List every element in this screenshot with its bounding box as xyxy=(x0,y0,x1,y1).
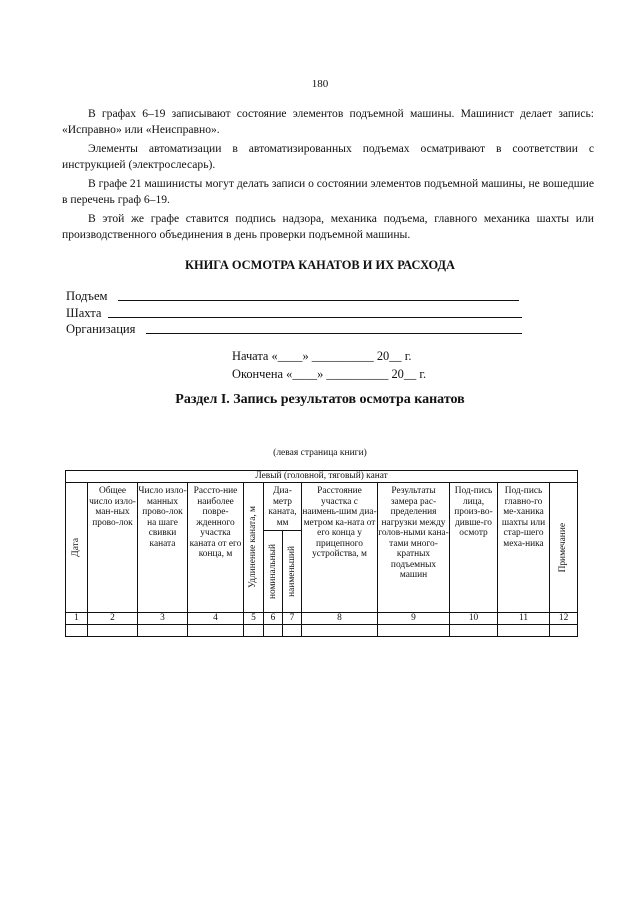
col-number: 7 xyxy=(283,613,302,625)
caption: (левая страница книги) xyxy=(273,448,367,458)
table-cell[interactable] xyxy=(283,625,302,637)
table-cell[interactable] xyxy=(88,625,138,637)
col-header-min-diameter-distance: Расстояние участка с наимень-шим диа-метром ка-ната от его конца у прицепного устройства, м xyxy=(302,483,378,613)
col-header-date: Дата xyxy=(66,483,88,613)
col-header-minimal: наименьший xyxy=(283,531,302,613)
paragraph-4: В этой же графе ставится подпись надзора, механика подъема, главного механика шахты или производственного объединения в день проверки подъемной машины. xyxy=(62,212,594,241)
table-cell[interactable] xyxy=(188,625,244,637)
rope-inspection-table xyxy=(65,470,578,637)
date-ended: Окончена «____» __________ 20__ г. xyxy=(232,367,427,381)
col-header-load-distribution: Результаты замера рас-пределения нагрузки между голов-ными кана-тами много-кратных подъемных машин xyxy=(378,483,450,613)
col-number: 12 xyxy=(550,613,578,625)
book-title: КНИГА ОСМОТРА КАНАТОВ И ИХ РАСХОДА xyxy=(185,258,455,272)
mine-underline xyxy=(108,317,522,318)
col-header-total-broken-wires: Общее число изло-ман-ных прово-лок xyxy=(88,483,138,613)
col-header-diameter-group: Диа-метр каната, мм xyxy=(264,483,302,531)
col-number: 1 xyxy=(66,613,88,625)
date-started: Начата «____» __________ 20__ г. xyxy=(232,349,412,363)
table-cell[interactable] xyxy=(264,625,283,637)
col-number: 6 xyxy=(264,613,283,625)
col-number: 11 xyxy=(498,613,550,625)
col-number: 5 xyxy=(244,613,264,625)
lift-underline xyxy=(118,300,519,301)
paragraph-1: В графах 6–19 записывают состояние элементов подъемной машины. Машинист делает запись: «Исправно» или «Неисправно». xyxy=(62,107,594,136)
table-group-header: Левый (головной, тяговый) канат xyxy=(66,471,578,483)
table-cell[interactable] xyxy=(66,625,88,637)
col-number: 9 xyxy=(378,613,450,625)
field-label-lift: Подъем xyxy=(66,289,108,303)
table-cell[interactable] xyxy=(244,625,264,637)
field-label-organization: Организация xyxy=(66,322,136,336)
table-cell[interactable] xyxy=(550,625,578,637)
col-number: 3 xyxy=(138,613,188,625)
col-number: 4 xyxy=(188,613,244,625)
col-number: 8 xyxy=(302,613,378,625)
table-cell[interactable] xyxy=(378,625,450,637)
table-cell[interactable] xyxy=(138,625,188,637)
table-row xyxy=(66,625,578,637)
table-cell[interactable] xyxy=(498,625,550,637)
col-number: 10 xyxy=(450,613,498,625)
paragraph-2: Элементы автоматизации в автоматизированных подъемах осматривают в соответствии с инструкцией (электрослесарь). xyxy=(62,142,594,171)
col-header-damaged-section-distance: Рассто-ние наиболее повре-жденного участка каната от его конца, м xyxy=(188,483,244,613)
col-header-broken-wires-per-lay: Число изло-манных прово-лок на шаге свивки каната xyxy=(138,483,188,613)
field-label-mine: Шахта xyxy=(66,306,102,320)
col-header-note: Примечание xyxy=(550,483,578,613)
section-title: Раздел I. Запись результатов осмотра канатов xyxy=(175,392,465,407)
paragraph-3: В графе 21 машинисты могут делать записи о состоянии элементов подъемной машины, не вошедшие в перечень граф 6–19. xyxy=(62,177,594,206)
col-header-nominal: номинальный xyxy=(264,531,283,613)
page-number: 180 xyxy=(311,78,329,90)
table-cell[interactable] xyxy=(450,625,498,637)
col-number: 2 xyxy=(88,613,138,625)
organization-underline xyxy=(146,333,522,334)
col-header-mechanic-signature: Под-пись главно-го ме-ханика шахты или стар-шего меха-ника xyxy=(498,483,550,613)
col-header-inspector-signature: Под-пись лица, произ-во-дивше-го осмотр xyxy=(450,483,498,613)
col-header-elongation: Удлинение каната, м xyxy=(244,483,264,613)
table-cell[interactable] xyxy=(302,625,378,637)
